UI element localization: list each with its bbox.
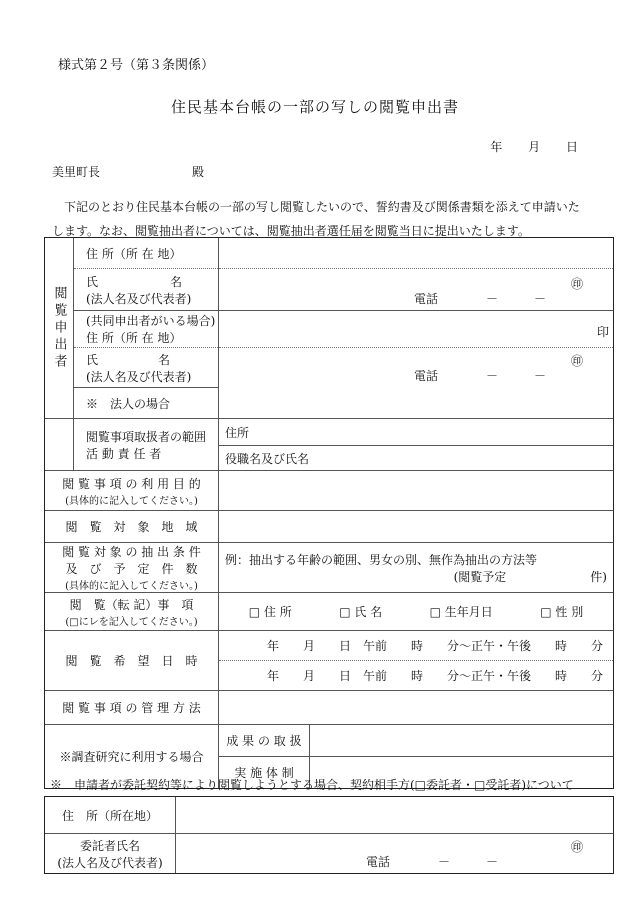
- activity-head: 活 動 責 任 者: [86, 446, 162, 461]
- contract-form: [44, 796, 614, 874]
- joint-seal-mark-2: ㊞: [570, 354, 583, 368]
- conditions-row: [45, 542, 613, 592]
- purpose-sub: (具体的に記入してください。): [65, 495, 198, 507]
- date-day: 日: [565, 140, 578, 154]
- applicant-block: [45, 238, 613, 418]
- contract-name-row: [45, 833, 613, 873]
- date-month: 月: [528, 140, 541, 154]
- name-label-block: [74, 268, 218, 310]
- wish-row: [45, 630, 613, 690]
- contract-address-row: [45, 797, 613, 833]
- recipient-line: [52, 163, 205, 180]
- research-result-label: 成 果 の 取 扱: [226, 734, 302, 748]
- joint-name-label-block: [74, 347, 218, 387]
- phone-label: 電話 － －: [414, 292, 547, 306]
- contract-name-label-cell: [45, 834, 175, 873]
- form-title: 住民基本台帳の一部の写しの閲覧申出書: [170, 98, 459, 116]
- items-options: [218, 593, 613, 630]
- joint-name-sub: (法人名及び代表者): [86, 369, 192, 384]
- manage-input[interactable]: [218, 691, 613, 724]
- joint-phone-label: 電話 － －: [414, 369, 547, 383]
- wish-label: 閲 覧 希 望 日 時: [65, 654, 198, 668]
- research-system-label: 実 施 体 制: [234, 766, 294, 780]
- applicant-values: [218, 238, 613, 418]
- corp-title-name[interactable]: 役職名及び氏名: [219, 445, 613, 470]
- joint-name-label: 氏 名: [86, 352, 171, 367]
- joint-name-input[interactable]: [219, 347, 613, 387]
- purpose-input[interactable]: [218, 471, 613, 510]
- name-sub: (法人名及び代表者): [86, 291, 192, 306]
- address-label: 住 所（所 在 地）: [86, 246, 182, 261]
- checkbox-gender[interactable]: □ 性 別: [540, 605, 584, 619]
- joint-address-label: 住 所（所 在 地）: [86, 331, 182, 345]
- address-input[interactable]: [219, 238, 613, 268]
- contract-address-input[interactable]: [175, 797, 613, 833]
- corp-values: [218, 419, 613, 470]
- checkbox-address[interactable]: □ 住 所: [248, 605, 292, 619]
- wish-line-1[interactable]: 年 月 日 午前 時 分～正午・午後 時 分: [266, 639, 603, 653]
- conditions-input[interactable]: [218, 543, 613, 592]
- contract-name-input[interactable]: [175, 834, 613, 873]
- conditions-sub: (具体的に記入してください。): [65, 581, 198, 592]
- recipient: 美里町長: [52, 165, 101, 179]
- research-result-input[interactable]: [309, 725, 613, 756]
- corp-label-block: [74, 387, 218, 418]
- conditions-count: (閲覧予定 件): [453, 569, 607, 584]
- region-input[interactable]: [218, 511, 613, 542]
- items-row: [45, 592, 613, 630]
- conditions-label-1: 閲 覧 対 象 の 抽 出 条 件: [62, 545, 201, 559]
- date-year: 年: [490, 140, 503, 154]
- corp-labels: [73, 419, 218, 470]
- application-form: [44, 237, 614, 789]
- research-result-row: [219, 725, 613, 756]
- wish-values: [218, 631, 613, 690]
- contract-note: ※ 申請者が委託契約等により閲覧しようとする場合、契約相手方(□委託者・□受託者)について: [50, 778, 574, 792]
- checkbox-name[interactable]: □ 氏 名: [339, 605, 383, 619]
- checkbox-birthdate[interactable]: □ 生年月日: [429, 605, 493, 619]
- contract-name-sub: (法人名及び代表者): [57, 855, 163, 870]
- name-input[interactable]: [219, 268, 613, 310]
- conditions-label-cell: [45, 543, 218, 592]
- items-sub: (□にレを記入してください。): [65, 616, 198, 628]
- purpose-label: 閲 覧 事 項 の 利 用 目 的: [62, 476, 201, 491]
- corp-address[interactable]: 住所: [225, 425, 250, 440]
- contract-seal-mark: ㊞: [570, 840, 583, 854]
- joint-address-input[interactable]: [219, 310, 613, 347]
- applicant-labels: [73, 238, 218, 418]
- seal-mark: ㊞: [570, 277, 583, 291]
- joint-seal-mark: 印: [596, 325, 609, 339]
- purpose-label-cell: [45, 471, 218, 510]
- manage-row: [45, 690, 613, 724]
- joint-label-block: [74, 310, 218, 347]
- contract-address-label: 住 所（所在地）: [61, 808, 158, 823]
- research-label: ※調査研究に利用する場合: [59, 750, 204, 764]
- honorific: 殿: [192, 165, 205, 179]
- corp-note: ※ 法人の場合: [86, 396, 171, 411]
- joint-label: (共同申出者がいる場合): [86, 314, 216, 328]
- purpose-row: [45, 470, 613, 510]
- corp-block: [45, 418, 613, 470]
- contract-name-label: 委託者氏名: [79, 838, 140, 853]
- form-number: 様式第２号（第３条関係）: [58, 58, 215, 73]
- conditions-label-2: 及 び 予 定 件 数: [65, 562, 198, 576]
- name-label: 氏 名: [86, 274, 183, 289]
- intro-text: 下記のとおり住民基本台帳の一部の写し閲覧したいので、誓約書及び関係書類を添えて申請いたします。なお、閲覧抽出者については、閲覧抽出者選任届を閲覧当日に提出いたします。: [52, 200, 580, 238]
- applicant-side-label: 閲覧申出者: [51, 285, 67, 371]
- contract-phone-label: 電話 － －: [366, 855, 499, 869]
- handler-range: 閲覧事項取扱者の範囲: [86, 429, 207, 444]
- manage-label: 閲 覧 事 項 の 管 理 方 法: [62, 701, 201, 715]
- wish-line-2[interactable]: 年 月 日 午前 時 分～正午・午後 時 分: [219, 660, 613, 690]
- date-line: [490, 138, 578, 155]
- conditions-example: 例：抽出する年齢の範囲、男女の別、無作為抽出の方法等: [225, 552, 538, 567]
- items-label-cell: [45, 593, 218, 630]
- items-label: 閲 覧（転 記）事 項: [69, 597, 194, 612]
- region-label: 閲 覧 対 象 地 域: [65, 520, 198, 534]
- region-row: [45, 510, 613, 542]
